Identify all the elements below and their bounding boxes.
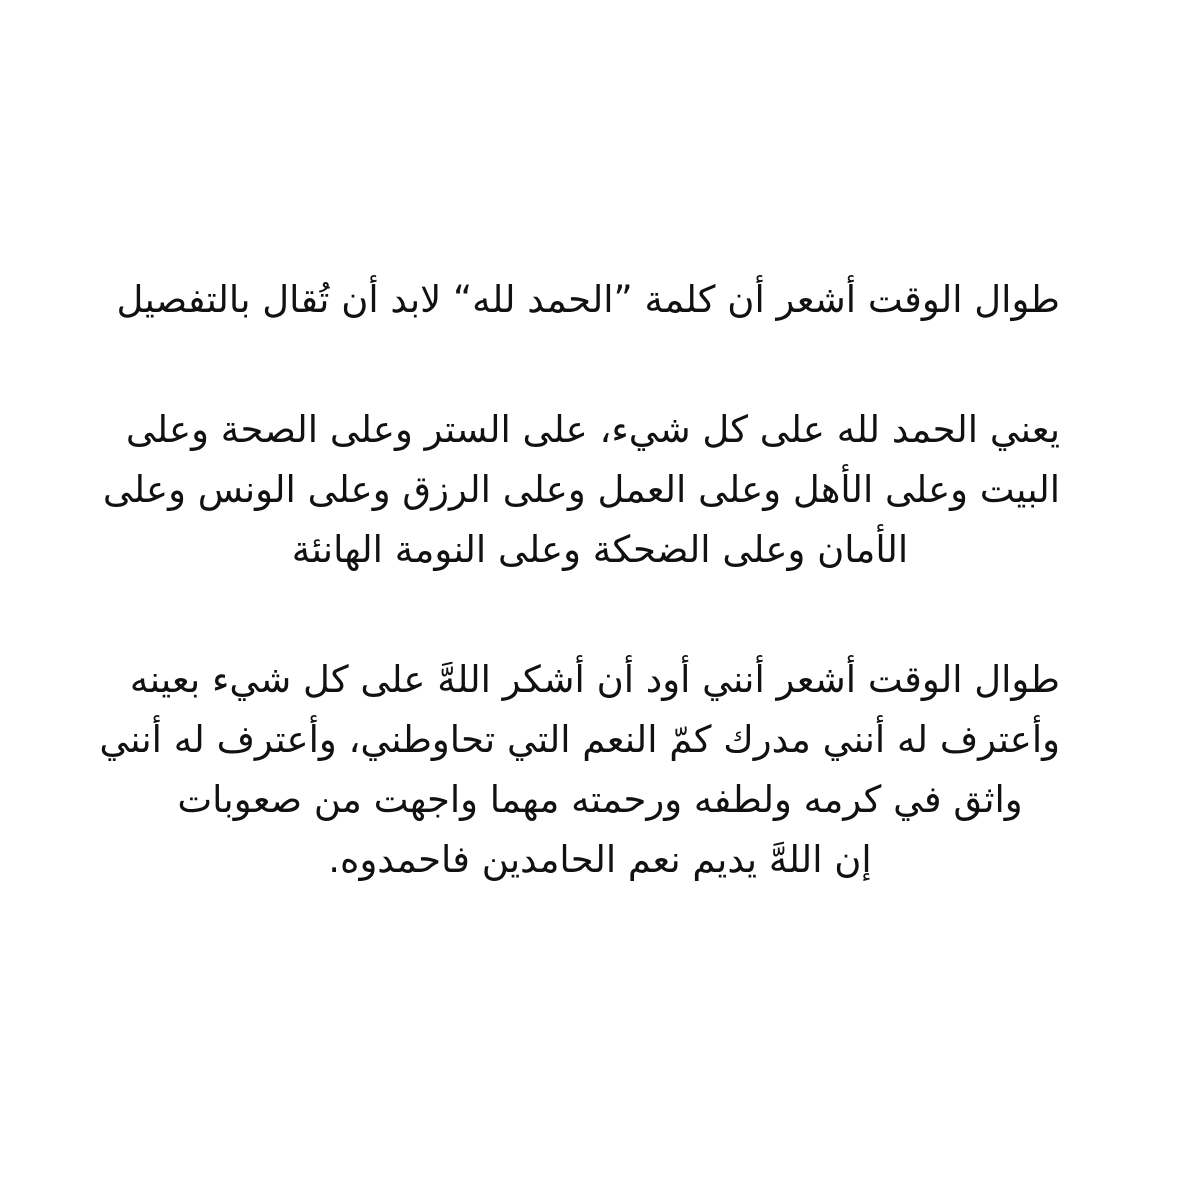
text-line: يعني الحمد لله على كل شيء، على الستر وعلى الصحة وعلى xyxy=(125,408,1060,451)
text-line: الأمان وعلى الضحكة وعلى النومة الهانئة xyxy=(291,528,909,571)
text-line: طوال الوقت أشعر أنني أود أن أشكر اللهَّ على كل شيء بعينه xyxy=(129,658,1060,701)
paragraph-1 xyxy=(116,270,1060,330)
paragraph-2 xyxy=(102,400,1060,580)
text-line: طوال الوقت أشعر أن كلمة ”الحمد لله“ لابد أن تُقال بالتفصيل xyxy=(116,278,1060,321)
paragraph-3 xyxy=(99,650,1060,890)
text-line: إن اللهَّ يديم نعم الحامدين فاحمدوه. xyxy=(328,838,872,881)
text-line: واثق في كرمه ولطفه ورحمته مهما واجهت من صعوبات xyxy=(177,778,1023,821)
text-line: البيت وعلى الأهل وعلى العمل وعلى الرزق وعلى الونس وعلى xyxy=(102,468,1060,511)
text-line: وأعترف له أنني مدرك كمّ النعم التي تحاوطني، وأعترف له أنني xyxy=(99,718,1060,761)
